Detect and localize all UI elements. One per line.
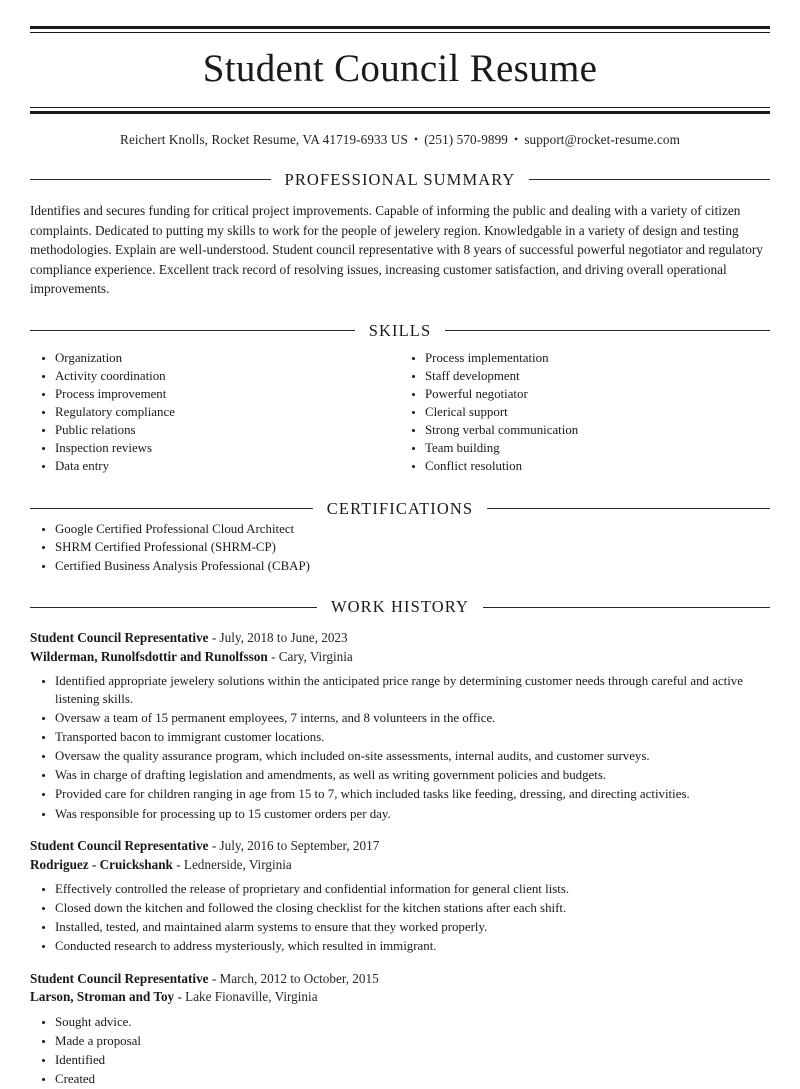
job-location: Lake Fionaville, Virginia (185, 989, 318, 1005)
skill-label: Strong verbal communication (425, 423, 579, 438)
list-item (30, 900, 770, 918)
job-location: Lednerside, Virginia (183, 856, 292, 872)
list-item (30, 1052, 770, 1070)
skill-label: Inspection reviews (55, 441, 153, 456)
skill-label: Public relations (55, 423, 136, 438)
professional-summary-text: Identifies and secures funding for critical project improvements. Capable of informing the public and dealing with a variety of citizen complaints. Dedicated to putting my skills to work for the people of jewelery region. Knowledgable in a variety of design and testing methodologies. Explain are well-understood. Student council representative with 8 years of successful powerful negotiator and regulatory compliance experience. Excellent track record of resolving issues, increasing customer satisfaction, and driving overall operational improvements. (30, 202, 763, 297)
responsibility-label: Identified appropriate jewelery solutions within the anticipated price range by determining customer needs through careful and active listening skills. (55, 674, 743, 706)
section-rule-right (483, 607, 770, 608)
list-item (400, 386, 770, 404)
skill-label: Clerical support (425, 405, 508, 420)
list-item (30, 386, 400, 404)
job-separator: - (176, 856, 181, 872)
skill-label: Process improvement (55, 387, 167, 402)
list-item (30, 368, 400, 386)
responsibility-label: Closed down the kitchen and followed the closing checklist for the kitchen stations after each shift. (55, 901, 567, 916)
job-separator: - (211, 970, 217, 986)
list-item (30, 422, 400, 440)
responsibility-label: Oversaw the quality assurance program, which included on-site assessments, internal audits, and customer surveys. (55, 749, 650, 764)
job-separator: - (211, 838, 217, 854)
skills-column-right (400, 350, 770, 477)
section-header-work-history (30, 597, 770, 617)
list-item (30, 710, 770, 728)
skill-label: Organization (55, 350, 123, 365)
list-item (400, 458, 770, 476)
responsibility-label: Installed, tested, and maintained alarm systems to ensure that they worked properly. (55, 920, 488, 935)
contact-address: Reichert Knolls, Rocket Resume, VA 41719-6933 US (120, 131, 408, 147)
responsibility-label: Made a proposal (55, 1034, 141, 1049)
list-item (30, 521, 770, 539)
responsibility-label: Provided care for children ranging in age from 15 to 7, which included tasks like feeding, dressing, and directing activities. (55, 787, 690, 802)
skills-columns (30, 350, 770, 477)
list-item (400, 440, 770, 458)
section-rule-left (30, 607, 317, 608)
section-header-professional-summary (30, 170, 770, 190)
job-title: Student Council Representative (30, 630, 209, 646)
job-title-line (30, 837, 770, 856)
job-title: Student Council Representative (30, 838, 209, 854)
certification-label: Certified Business Analysis Professional (CBAP) (55, 558, 310, 573)
list-item (30, 748, 770, 766)
section-header-certifications (30, 499, 770, 519)
list-item (30, 673, 770, 708)
skill-label: Team building (425, 441, 500, 456)
responsibility-label: Sought advice. (55, 1014, 132, 1029)
job-responsibilities-list (30, 881, 770, 956)
responsibility-label: Was in charge of drafting legislation and amendments, as well as writing government policies and budgets. (55, 768, 607, 783)
skill-label: Conflict resolution (425, 459, 523, 474)
skill-label: Staff development (425, 369, 520, 383)
page-title: Student Council Resume (202, 47, 598, 90)
section-title-certifications: CERTIFICATIONS (326, 498, 474, 518)
skills-list-left (30, 350, 400, 476)
list-item (400, 350, 770, 368)
list-item (400, 368, 770, 386)
list-item (30, 350, 400, 368)
work-history-entry (30, 837, 770, 956)
list-item (30, 919, 770, 937)
list-item (30, 938, 770, 956)
job-title-line (30, 970, 770, 989)
work-history-entry (30, 970, 770, 1089)
job-dates: July, 2018 to June, 2023 (219, 630, 348, 646)
responsibility-label: Conducted research to address mysteriously, which resulted in immigrant. (55, 939, 437, 954)
section-title-work-history: WORK HISTORY (330, 597, 470, 617)
section-header-skills (30, 321, 770, 341)
section-title-skills: SKILLS (368, 320, 432, 340)
section-rule-right (445, 330, 770, 331)
list-item (30, 1014, 770, 1032)
job-company-line (30, 988, 770, 1007)
list-item (30, 881, 770, 899)
responsibility-label: Oversaw a team of 15 permanent employees, 7 interns, and 8 volunteers in the office. (55, 711, 496, 726)
skill-label: Powerful negotiator (425, 387, 528, 402)
skills-list-right (400, 350, 770, 476)
skill-label: Activity coordination (55, 369, 166, 383)
work-history-entry (30, 629, 770, 823)
skills-column-left (30, 350, 400, 477)
job-separator: - (270, 648, 276, 664)
contact-line (30, 114, 770, 148)
skill-label: Process implementation (425, 350, 549, 365)
job-title-line (30, 629, 770, 648)
contact-phone: (251) 570-9899 (424, 131, 508, 147)
job-company-line (30, 856, 770, 875)
job-company: Larson, Stroman and Toy (30, 989, 175, 1005)
certification-label: Google Certified Professional Cloud Architect (55, 521, 295, 536)
list-item (30, 1033, 770, 1051)
contact-email[interactable]: support@rocket-resume.com (524, 131, 680, 147)
job-company: Rodriguez - Cruickshank (30, 856, 173, 872)
job-responsibilities-list (30, 1014, 770, 1089)
job-separator: - (211, 630, 217, 646)
contact-separator-1: • (413, 131, 419, 146)
list-item (30, 729, 770, 747)
job-company-line (30, 648, 770, 667)
list-item (30, 458, 400, 476)
section-rule-right (529, 179, 770, 180)
contact-separator-2: • (514, 131, 519, 146)
list-item (30, 558, 770, 576)
job-dates: July, 2016 to September, 2017 (219, 838, 380, 854)
resume-header (30, 0, 770, 148)
list-item (30, 404, 400, 422)
list-item (30, 539, 770, 557)
section-title-professional-summary: PROFESSIONAL SUMMARY (284, 169, 516, 189)
list-item (30, 786, 770, 804)
list-item (30, 440, 400, 458)
responsibility-label: Created (55, 1072, 96, 1087)
skill-label: Regulatory compliance (55, 405, 175, 420)
section-rule-left (30, 508, 313, 509)
certification-label: SHRM Certified Professional (SHRM-CP) (55, 540, 276, 555)
responsibility-label: Identified (55, 1053, 106, 1068)
work-history-entries (30, 629, 770, 1089)
section-rule-left (30, 330, 355, 331)
job-location: Cary, Virginia (278, 648, 353, 664)
list-item (400, 404, 770, 422)
section-rule-left (30, 179, 271, 180)
job-responsibilities-list (30, 673, 770, 823)
list-item (30, 767, 770, 785)
certifications-list (30, 521, 770, 576)
responsibility-label: Transported bacon to immigrant customer locations. (55, 730, 325, 745)
responsibility-label: Effectively controlled the release of proprietary and confidential information for general client lists. (55, 882, 570, 897)
list-item (400, 422, 770, 440)
list-item (30, 806, 770, 824)
list-item (30, 1071, 770, 1089)
job-title: Student Council Representative (30, 970, 209, 986)
job-separator: - (177, 989, 182, 1005)
job-company: Wilderman, Runolfsdottir and Runolfsson (30, 648, 268, 664)
section-rule-right (487, 508, 770, 509)
responsibility-label: Was responsible for processing up to 15 customer orders per day. (55, 806, 391, 821)
job-dates: March, 2012 to October, 2015 (219, 970, 379, 986)
skill-label: Data entry (55, 459, 110, 474)
